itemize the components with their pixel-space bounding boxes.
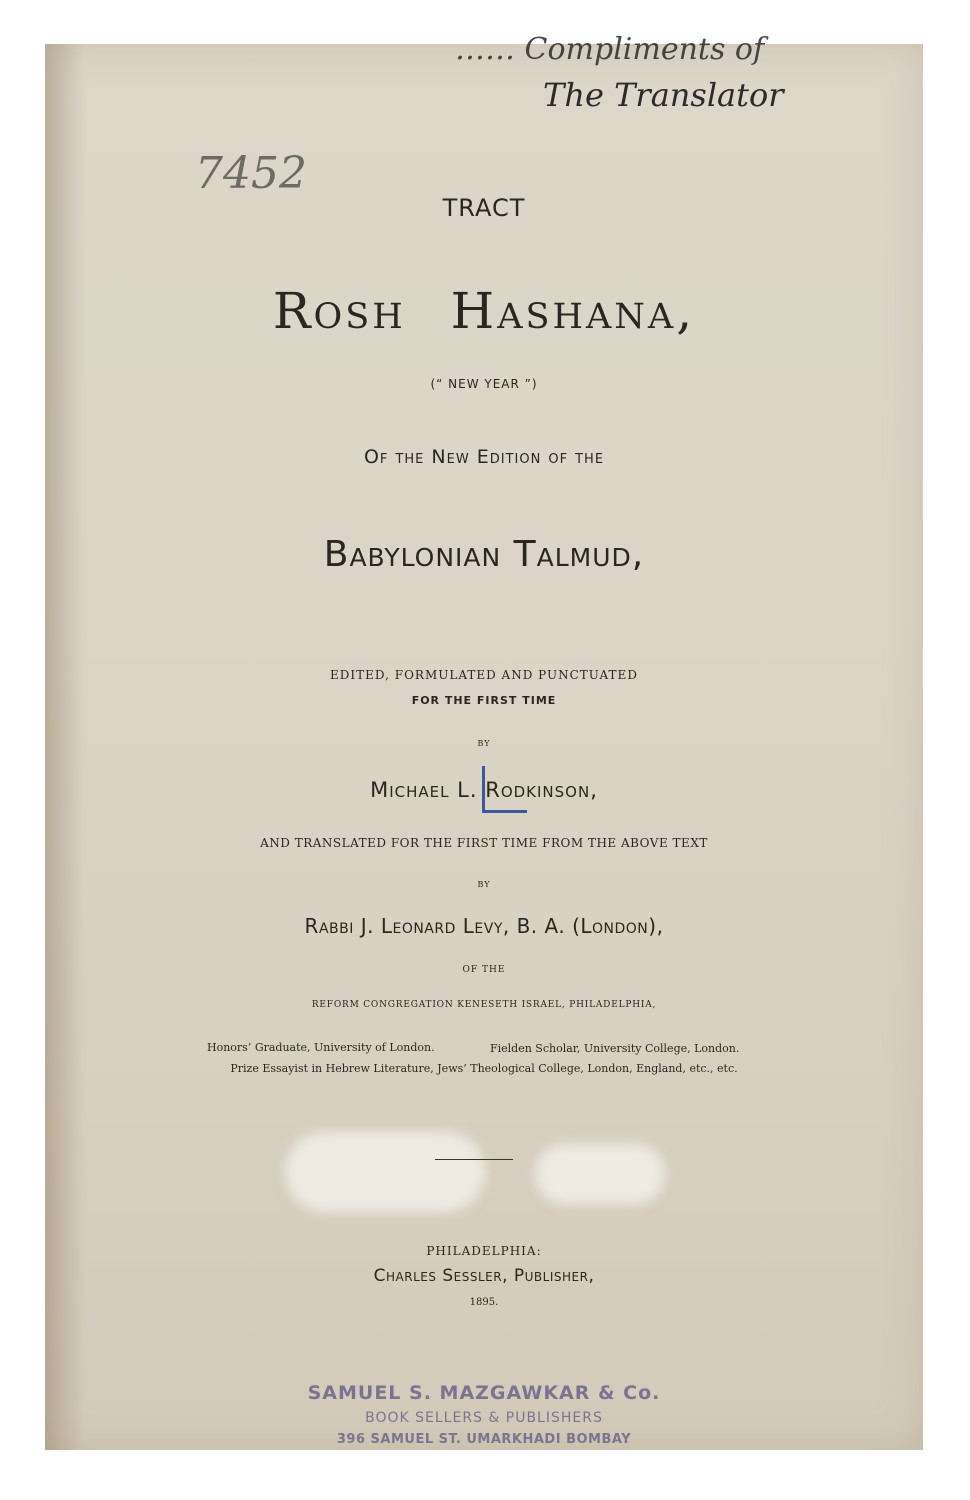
translated-line: AND TRANSLATED FOR THE FIRST TIME FROM THE ABOVE TEXT: [260, 836, 708, 850]
honors-line-3: Prize Essayist in Hebrew Literature, Jews’ Theological College, London, England, etc., etc.: [230, 1062, 738, 1075]
tract-label: TRACT: [442, 194, 526, 222]
edition-line: Of the New Edition of the: [363, 446, 605, 468]
translator-name: Rabbi J. Leonard Levy, B. A. (London),: [304, 914, 664, 938]
paper-smudge-left: [285, 1132, 485, 1212]
tract-subtitle: (“ NEW YEAR ”): [430, 377, 538, 391]
by-label-2: BY: [477, 880, 491, 889]
honors-line-1: Honors’ Graduate, University of London.: [207, 1041, 435, 1054]
congregation-line: REFORM CONGREGATION KENESETH ISRAEL, PHILADELPHIA,: [311, 1000, 657, 1010]
work-title: Babylonian Talmud,: [323, 534, 645, 575]
of-the-label: OF THE: [462, 965, 506, 975]
editor-name: Michael L. Rodkinson,: [370, 778, 598, 802]
by-label: BY: [477, 739, 491, 748]
title-page: [45, 32, 923, 1450]
imprint-publisher: Charles Sessler, Publisher,: [373, 1266, 595, 1286]
stamp-name: SAMUEL S. MAZGAWKAR & Co.: [307, 1382, 661, 1404]
handwritten-catalog-number: 7452: [195, 148, 307, 199]
ornamental-rule: [435, 1159, 513, 1160]
pen-mark: [482, 766, 527, 813]
stamp-trade: BOOK SELLERS & PUBLISHERS: [365, 1410, 603, 1426]
paper-smudge-right: [535, 1144, 665, 1204]
tract-title: Rosh Hashana,: [272, 282, 696, 340]
imprint-city: PHILADELPHIA:: [426, 1244, 542, 1258]
stamp-address: 396 SAMUEL ST. UMARKHADI BOMBAY: [336, 1432, 632, 1444]
first-time-line: FOR THE FIRST TIME: [411, 694, 557, 707]
imprint-year: 1895.: [469, 1297, 499, 1308]
handwritten-translator: The Translator: [543, 76, 784, 114]
edited-line: EDITED, FORMULATED AND PUNCTUATED: [330, 668, 638, 682]
handwritten-dedication: …… Compliments of: [455, 32, 765, 67]
honors-line-2: Fielden Scholar, University College, London.: [490, 1042, 740, 1055]
